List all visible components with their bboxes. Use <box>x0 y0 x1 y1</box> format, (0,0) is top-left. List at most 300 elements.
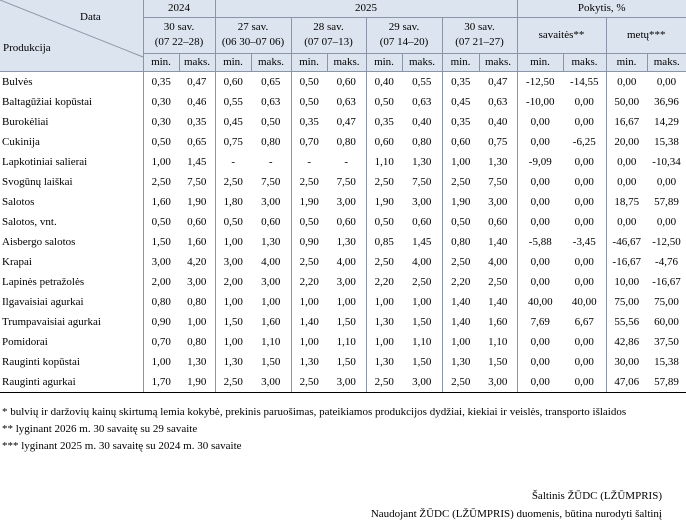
price-cell: 3,00 <box>261 275 281 288</box>
price-cell: 1,50 <box>143 232 179 252</box>
price-cell: 3,00 <box>488 195 508 208</box>
price-cell: 0,60 <box>336 215 356 228</box>
price-cell: 0,00 <box>606 212 647 232</box>
price-cell: 0,70 <box>291 132 327 152</box>
table-row <box>0 132 686 152</box>
price-cell: 0,00 <box>517 192 563 212</box>
price-cell: 1,50 <box>261 355 281 368</box>
price-cell: 0,35 <box>366 112 402 132</box>
price-cell: 2,50 <box>291 252 327 272</box>
price-cell: -5,88 <box>517 232 563 252</box>
price-cell: -4,76 <box>655 255 678 268</box>
source-block <box>371 487 662 523</box>
price-cell: 0,80 <box>336 135 356 148</box>
price-cell: 1,00 <box>261 295 281 308</box>
price-cell: 0,00 <box>574 175 594 188</box>
price-cell: 7,50 <box>336 175 356 188</box>
price-cell: 3,00 <box>327 372 366 393</box>
max-header: maks. <box>402 53 442 71</box>
week-header <box>215 17 291 53</box>
price-cell: 0,80 <box>187 295 207 308</box>
price-cell: 1,50 <box>215 312 251 332</box>
price-cell: -10,00 <box>517 92 563 112</box>
header-corner <box>0 0 143 71</box>
price-cell: 0,00 <box>517 372 563 393</box>
price-cell: 1,90 <box>442 192 479 212</box>
price-cell: 0,80 <box>187 335 207 348</box>
price-cell: 0,63 <box>412 95 432 108</box>
price-cell: - <box>344 155 349 168</box>
max-header: maks. <box>647 53 686 71</box>
price-cell: 1,45 <box>412 235 432 248</box>
table-row <box>0 292 686 312</box>
table-row <box>0 372 686 393</box>
price-cell: 1,00 <box>412 295 432 308</box>
table-row <box>0 92 686 112</box>
price-cell: 1,50 <box>412 355 432 368</box>
price-cell: 3,00 <box>412 195 432 208</box>
price-cell: 0,60 <box>366 132 402 152</box>
price-cell: 7,50 <box>187 175 207 188</box>
price-cell: 1,60 <box>187 235 207 248</box>
price-cell: 0,50 <box>366 212 402 232</box>
price-cell: 0,35 <box>143 71 179 92</box>
price-cell: 0,35 <box>291 112 327 132</box>
price-cell: 0,50 <box>143 132 179 152</box>
price-cell: 1,60 <box>143 192 179 212</box>
source-line: Šaltinis ŽŪDC (LŽŪMPRIS) <box>531 490 662 502</box>
max-header: maks. <box>327 53 366 71</box>
price-cell: 0,45 <box>442 92 479 112</box>
price-cell: 2,50 <box>291 372 327 393</box>
min-header: min. <box>215 53 251 71</box>
price-cell: 40,00 <box>571 295 597 308</box>
price-cell: - <box>291 152 327 172</box>
price-cell: 0,75 <box>488 135 508 148</box>
data-label: Data <box>80 11 101 23</box>
price-cell: 1,00 <box>336 295 356 308</box>
price-cell: 6,67 <box>574 315 594 328</box>
max-header: maks. <box>479 53 517 71</box>
price-cell: 1,10 <box>336 335 356 348</box>
price-cell: 0,00 <box>606 172 647 192</box>
price-cell: 0,63 <box>488 95 508 108</box>
product-name: Aisbergo salotos <box>2 235 76 248</box>
price-cell: 1,30 <box>366 312 402 332</box>
price-cell: 0,40 <box>366 71 402 92</box>
week-header <box>366 17 442 53</box>
footnote: ** lyginant 2026 m. 30 savaitę su 29 savaite <box>2 423 198 435</box>
price-cell: 0,00 <box>574 95 594 108</box>
price-cell: 0,50 <box>291 212 327 232</box>
product-name: Rauginti kopūstai <box>2 355 80 368</box>
price-cell: 16,67 <box>606 112 647 132</box>
table-row <box>0 71 686 92</box>
price-cell: 2,50 <box>442 172 479 192</box>
week-range: (07 22–28) <box>154 36 204 48</box>
week-range: (07 21–27) <box>455 36 504 48</box>
price-cell: 57,89 <box>647 372 686 393</box>
week-name: 29 sav. <box>388 21 420 33</box>
price-cell: 1,30 <box>336 235 356 248</box>
price-cell: 0,00 <box>574 275 594 288</box>
price-cell: 2,50 <box>215 372 251 393</box>
price-cell: 42,86 <box>606 332 647 352</box>
table-row <box>0 312 686 332</box>
price-cell: 0,00 <box>574 215 594 228</box>
price-cell: 1,10 <box>488 335 508 348</box>
price-cell: 0,00 <box>606 71 647 92</box>
price-cell: 60,00 <box>654 315 679 328</box>
source-note: Naudojant ŽŪDC (LŽŪMPRIS) duomenis, būtina nurodyti šaltinį <box>370 508 662 520</box>
min-header: min. <box>143 53 179 71</box>
price-cell: 0,80 <box>261 135 281 148</box>
price-cell: 1,00 <box>366 332 402 352</box>
price-cell: 0,46 <box>187 95 207 108</box>
price-cell: 0,80 <box>143 292 179 312</box>
price-cell: -12,50 <box>652 235 681 248</box>
price-cell: 0,40 <box>412 115 432 128</box>
price-cell: 0,47 <box>488 75 508 88</box>
price-cell: 0,60 <box>215 71 251 92</box>
price-cell: 7,50 <box>488 175 508 188</box>
price-cell: 0,00 <box>517 212 563 232</box>
price-cell: 2,50 <box>366 172 402 192</box>
price-cell: 2,50 <box>215 172 251 192</box>
year-2025-header: 2025 <box>215 0 517 17</box>
price-cell: 1,50 <box>412 315 432 328</box>
price-cell: 3,00 <box>402 372 442 393</box>
price-cell: 0,60 <box>442 132 479 152</box>
year-2024-header: 2024 <box>143 0 215 17</box>
price-cell: -14,55 <box>570 75 599 88</box>
price-cell: - <box>268 155 273 168</box>
price-cell: 1,00 <box>215 232 251 252</box>
price-cell: 1,00 <box>215 332 251 352</box>
price-cell: 55,56 <box>606 312 647 332</box>
price-cell: 0,60 <box>488 215 508 228</box>
table-row <box>0 232 686 252</box>
product-name: Salotos <box>2 195 35 208</box>
price-cell: 1,00 <box>442 332 479 352</box>
product-name: Krapai <box>2 255 32 268</box>
price-cell: 1,30 <box>412 155 432 168</box>
table-row <box>0 112 686 132</box>
price-cell: 4,00 <box>488 255 508 268</box>
week-range: (06 30–07 06) <box>221 36 285 48</box>
price-cell: 75,00 <box>606 292 647 312</box>
price-cell: 37,50 <box>654 335 679 348</box>
price-cell: 0,55 <box>215 92 251 112</box>
price-cell: 0,40 <box>488 115 508 128</box>
product-name: Lapkotiniai salierai <box>2 155 88 168</box>
price-cell: 0,65 <box>261 75 281 88</box>
price-cell: -10,34 <box>652 155 681 168</box>
price-cell: 2,20 <box>366 272 402 292</box>
price-cell: 7,50 <box>261 175 281 188</box>
table-row <box>0 212 686 232</box>
price-cell: 3,00 <box>215 252 251 272</box>
product-name: Baltagūžiai kopūstai <box>2 95 93 108</box>
price-cell: 0,90 <box>143 312 179 332</box>
price-cell: 1,00 <box>366 292 402 312</box>
price-cell: 0,60 <box>187 215 207 228</box>
price-cell: 0,00 <box>656 215 677 228</box>
product-name: Svogūnų laiškai <box>2 175 73 188</box>
price-cell: 0,00 <box>574 355 594 368</box>
price-cell: 2,50 <box>412 275 432 288</box>
price-cell: 1,00 <box>143 152 179 172</box>
price-cell: 0,80 <box>442 232 479 252</box>
price-cell: 75,00 <box>654 295 679 308</box>
price-cell: 18,75 <box>606 192 647 212</box>
price-cell: 1,30 <box>187 355 207 368</box>
min-header: min. <box>366 53 402 71</box>
price-cell: 0,00 <box>563 372 606 393</box>
price-cell: 0,60 <box>412 215 432 228</box>
price-cell: 0,50 <box>366 92 402 112</box>
price-cell: 0,00 <box>517 352 563 372</box>
price-cell: 0,50 <box>143 212 179 232</box>
product-name: Pomidorai <box>2 335 48 348</box>
price-cell: 3,00 <box>479 372 517 393</box>
price-cell: 2,50 <box>366 372 402 393</box>
price-cell: 4,00 <box>412 255 432 268</box>
price-cell: -16,67 <box>606 252 647 272</box>
price-cell: 3,00 <box>187 275 207 288</box>
table-row <box>0 252 686 272</box>
footnote: * bulvių ir daržovių kainų skirtumą lemia kokybė, prekinis paruošimas, pateikiamos produkcijos dydžiai, kiekiai ir veislės, transporto išlaidos <box>2 406 627 418</box>
product-name: Bulvės <box>2 75 33 88</box>
price-cell: 4,00 <box>261 255 281 268</box>
price-cell: 1,10 <box>366 152 402 172</box>
price-cell: 1,90 <box>366 192 402 212</box>
price-cell: 0,00 <box>574 115 594 128</box>
table-row <box>0 152 686 172</box>
max-header: maks. <box>179 53 215 71</box>
price-cell: -6,25 <box>572 135 596 148</box>
price-cell: 1,00 <box>291 292 327 312</box>
table-row <box>0 192 686 212</box>
price-cell: 47,06 <box>606 372 647 393</box>
price-cell: 1,00 <box>291 332 327 352</box>
week-header <box>143 17 215 53</box>
price-cell: 1,10 <box>261 335 281 348</box>
price-cell: 0,90 <box>291 232 327 252</box>
price-cell: 1,40 <box>442 292 479 312</box>
product-label: Produkcija <box>3 42 51 54</box>
price-cell: 0,00 <box>606 152 647 172</box>
price-cell: -46,67 <box>606 232 647 252</box>
price-cell: 0,55 <box>412 75 432 88</box>
price-cell: 2,50 <box>143 172 179 192</box>
product-name: Rauginti agurkai <box>0 372 143 393</box>
price-cell: 0,00 <box>574 155 594 168</box>
min-header: min. <box>442 53 479 71</box>
price-cell: 0,47 <box>336 115 356 128</box>
week-header <box>442 17 517 53</box>
price-cell: 0,35 <box>187 115 207 128</box>
product-name: Salotos, vnt. <box>2 215 57 228</box>
price-cell: 1,90 <box>291 192 327 212</box>
price-cell: 3,00 <box>336 195 356 208</box>
price-cell: 0,45 <box>215 112 251 132</box>
price-cell: 0,47 <box>187 75 207 88</box>
price-cell: 1,60 <box>261 315 281 328</box>
price-cell: 3,00 <box>336 275 356 288</box>
price-cell: -3,45 <box>572 235 596 248</box>
price-cell: 1,00 <box>215 292 251 312</box>
price-cell: 30,00 <box>606 352 647 372</box>
change-yearly-header: metų*** <box>606 17 686 53</box>
price-cell: 0,75 <box>215 132 251 152</box>
price-cell: 1,30 <box>291 352 327 372</box>
price-cell: 40,00 <box>517 292 563 312</box>
price-cell: 1,30 <box>261 235 281 248</box>
price-cell: 0,00 <box>517 112 563 132</box>
price-cell: 0,00 <box>574 195 594 208</box>
price-cell: 1,00 <box>442 152 479 172</box>
price-cell: 4,00 <box>336 255 356 268</box>
footnote: *** lyginant 2025 m. 30 savaitę su 2024 m. 30 savaite <box>2 440 242 452</box>
table-row <box>0 272 686 292</box>
price-cell: 0,50 <box>291 71 327 92</box>
week-name: 27 sav. <box>237 21 269 33</box>
min-header: min. <box>606 53 647 71</box>
week-header <box>291 17 366 53</box>
price-cell: 0,00 <box>656 175 677 188</box>
price-cell: 1,30 <box>442 352 479 372</box>
price-cell: 0,30 <box>143 92 179 112</box>
week-range: (07 07–13) <box>304 36 353 48</box>
price-cell: 0,00 <box>517 332 563 352</box>
price-cell: 0,60 <box>336 75 356 88</box>
change-weekly-header: savaitės** <box>517 17 606 53</box>
price-cell: 1,00 <box>143 352 179 372</box>
price-cell: 1,00 <box>187 315 207 328</box>
price-cell: 1,60 <box>488 315 508 328</box>
price-cell: -9,09 <box>517 152 563 172</box>
price-cell: 2,50 <box>291 172 327 192</box>
price-cell: 15,38 <box>654 355 679 368</box>
price-cell: 0,35 <box>442 112 479 132</box>
price-cell: 0,50 <box>261 115 281 128</box>
price-cell: 0,85 <box>366 232 402 252</box>
price-cell: -12,50 <box>517 71 563 92</box>
price-cell: 2,00 <box>143 272 179 292</box>
price-cell: 0,63 <box>261 95 281 108</box>
price-cell: 2,50 <box>488 275 508 288</box>
price-cell: 1,30 <box>215 352 251 372</box>
price-cell: 0,50 <box>291 92 327 112</box>
price-cell: 2,50 <box>366 252 402 272</box>
price-cell: 7,50 <box>412 175 432 188</box>
price-cell: 0,60 <box>261 215 281 228</box>
price-cell: 1,40 <box>488 295 508 308</box>
week-name: 30 sav. <box>163 21 195 33</box>
price-cell: 10,00 <box>606 272 647 292</box>
price-cell: 0,30 <box>143 112 179 132</box>
product-name: Burokėliai <box>2 115 49 128</box>
price-cell: 4,20 <box>187 255 207 268</box>
price-cell: 7,69 <box>517 312 563 332</box>
min-header: min. <box>291 53 327 71</box>
price-cell: 0,65 <box>187 135 207 148</box>
table-row <box>0 332 686 352</box>
table-header <box>0 0 686 71</box>
price-cell: 0,00 <box>517 252 563 272</box>
table-body <box>0 71 686 392</box>
price-cell: 2,50 <box>442 372 479 393</box>
price-cell: 0,00 <box>574 335 594 348</box>
price-cell: 1,50 <box>336 355 356 368</box>
price-cell: 0,80 <box>412 135 432 148</box>
price-cell: 2,00 <box>215 272 251 292</box>
max-header: maks. <box>251 53 291 71</box>
price-cell: 0,50 <box>215 212 251 232</box>
price-cell: -16,67 <box>652 275 681 288</box>
price-cell: 1,40 <box>488 235 508 248</box>
price-cell: 50,00 <box>606 92 647 112</box>
table-row <box>0 172 686 192</box>
price-cell: 2,50 <box>442 252 479 272</box>
price-cell: 20,00 <box>606 132 647 152</box>
price-cell: 0,00 <box>517 272 563 292</box>
price-cell: 1,10 <box>412 335 432 348</box>
price-cell: 0,35 <box>442 71 479 92</box>
price-cell: 2,20 <box>291 272 327 292</box>
footnotes <box>2 404 662 455</box>
price-cell: 1,50 <box>488 355 508 368</box>
product-name: Ilgavaisiai agurkai <box>2 295 84 308</box>
price-cell: 1,30 <box>366 352 402 372</box>
change-header: Pokytis, % <box>517 0 686 17</box>
price-cell: 0,70 <box>143 332 179 352</box>
price-cell: 0,63 <box>336 95 356 108</box>
table-row <box>0 352 686 372</box>
price-cell: 1,30 <box>488 155 508 168</box>
price-cell: 0,00 <box>574 255 594 268</box>
price-cell: 3,00 <box>143 252 179 272</box>
price-cell: 0,00 <box>656 75 677 88</box>
price-cell: 15,38 <box>654 135 679 148</box>
price-cell: 1,80 <box>215 192 251 212</box>
price-cell: 1,90 <box>179 372 215 393</box>
product-name: Lapinės petražolės <box>2 275 85 288</box>
price-cell: - <box>215 152 251 172</box>
product-name: Trumpavaisiai agurkai <box>2 315 101 328</box>
price-cell: 36,96 <box>654 95 679 108</box>
product-name: Cukinija <box>2 135 40 148</box>
week-name: 30 sav. <box>464 21 495 33</box>
min-header: min. <box>517 53 563 71</box>
price-cell: 0,00 <box>517 172 563 192</box>
price-cell: 2,20 <box>442 272 479 292</box>
price-cell: 1,90 <box>187 195 207 208</box>
price-cell: 1,40 <box>291 312 327 332</box>
price-cell: 1,45 <box>187 155 207 168</box>
price-cell: 1,70 <box>143 372 179 393</box>
week-name: 28 sav. <box>313 21 344 33</box>
week-range: (07 14–20) <box>379 36 429 48</box>
price-cell: 1,40 <box>442 312 479 332</box>
price-cell: 3,00 <box>261 195 281 208</box>
price-cell: 0,00 <box>517 132 563 152</box>
price-cell: 1,50 <box>336 315 356 328</box>
price-cell: 3,00 <box>251 372 291 393</box>
max-header: maks. <box>563 53 606 71</box>
price-cell: 0,50 <box>442 212 479 232</box>
